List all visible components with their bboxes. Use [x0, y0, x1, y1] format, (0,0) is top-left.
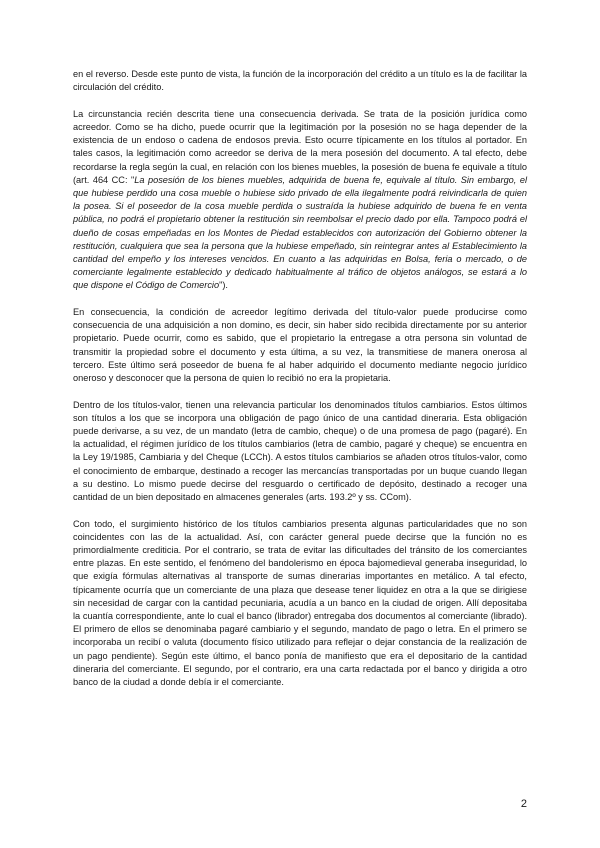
article-464-quote: La posesión de los bienes muebles, adquirida de buena fe, equivale al título. Sin embargo, el que hubiese perdido una cosa mueble o hubiese sido privado de ella ilegalmente podrá reivindicarla de quien la posea. Si el poseedor de la cosa mueble perdida o sustraída la hubiese adquirido de buena fe en venta pública, no podrá el propietario obtener la restitución sin reembolsar el precio dado por ella. Tampoco podrá el dueño de cosas empeñadas en los Montes de Piedad establecidos con autorización del Gobierno obtener la restitución, cualquiera que sea la persona que la hubiese empeñado, sin reintegrar antes al Establecimiento la cantidad del empeño y los intereses vencidos. En cuanto a las adquiridas en Bolsa, feria o mercado, o de comerciante legalmente establecido y dedicado habitualmente al tráfico de objetos análogos, se estará a lo que dispone el Código de Comercio — [73, 174, 527, 291]
page-number: 2 — [520, 798, 527, 810]
paragraph-3: En consecuencia, la condición de acreedor legítimo derivada del título-valor puede producirse como consecuencia de una adquisición a non domino, es decir, sin haber sido recibida directamente por su anterior propietario. Puede ocurrir, como es sabido, que el propietario la entregase a otra persona sin voluntad de transmitir la propiedad sobre el documento y esta última, a su vez, la transmitiese de manera onerosa al tercero. Este último será poseedor de buena fe al haber adquirido el documento mediante negocio jurídico oneroso y desconocer que la persona de quien lo recibió no era la propietaria. — [73, 307, 527, 384]
paragraph-1: en el reverso. Desde este punto de vista, la función de la incorporación del crédito a un título es la de facilitar la circulación del crédito. — [73, 69, 527, 93]
paragraph-2 — [73, 108, 527, 293]
paragraph-2-text: La circunstancia recién descrita tiene una consecuencia derivada. Se trata de la posición jurídica como acreedor. Como se ha dicho, puede ocurrir que la legitimación por la posesión no se haga depender de la existencia de un endoso o cadena de endosos previa. Esto ocurre típicamente en los títulos al portador. En tales casos, la legitimación como acreedor se deriva de la mera posesión del documento. A tal efecto, debe recordarse la regla según la cual, en relación con los bienes muebles, la posesión de buena fe equivale a título (art. 464 CC: " — [73, 108, 527, 185]
paragraph-5: Con todo, el surgimiento histórico de los títulos cambiarios presenta algunas particularidades que no son coincidentes con las de la actualidad. Así, con carácter general puede decirse que la función no es primordialmente crediticia. Por el contrario, se trata de evitar las dificultades del tránsito de los comerciantes entre plazas. En este sentido, el fenómeno del bandolerismo en época bajomedieval generaba inseguridad, lo que exigía fórmulas alternativas al transporte de sumas dinerarias importantes en metálico. A tal efecto, típicamente ocurría que un comerciante de una plaza que desease tener liquidez en otra a la que se dirigiese sin necesidad de cargar con la cantidad pecuniaria, acudía a un banco en la ciudad de origen. Allí depositaba la cuantía correspondiente, ante lo cual el banco (librador) entregaba dos documentos al comerciante (librado). El primero de ellos se denominaba pagaré cambiario y el segundo, mandato de pago o letra. En el primero se incorporaba un recibí o valuta (documento físico utilizado para reflejar o dejar constancia de la realización de un pago pendiente). Según este último, el banco ponía de manifiesto que era el depositario de la cantidad dineraria del comerciante. El segundo, por el contrario, era una carta redactada por el banco y dirigida a otro banco de la ciudad a donde debía ir el comerciante. — [73, 518, 527, 688]
document-body — [73, 68, 527, 703]
paragraph-4: Dentro de los títulos-valor, tienen una relevancia particular los denominados títulos cambiarios. Estos últimos son títulos a los que se incorpora una obligación de pago único de una cantidad dineraria. Esta obligación puede derivarse, a su vez, de un mandato (letra de cambio, cheque) o de una promesa de pago (pagaré). En la actualidad, el régimen jurídico de los títulos cambiarios (letra de cambio, pagaré y cheque) se encuentra en la Ley 19/1985, Cambiaria y del Cheque (LCCh). A estos títulos cambiarios se añaden otros títulos-valor, como el conocimiento de embarque, destinado a recoger las mercancías transportadas por un buque cuando llegan a su destino. Lo mismo puede decirse del resguardo o certificado de depósito, destinado a recoger una cantidad de un bien depositado en almacenes generales (arts. 193.2º y ss. CCom). — [73, 399, 527, 503]
paragraph-2-closing: "). — [219, 280, 228, 291]
